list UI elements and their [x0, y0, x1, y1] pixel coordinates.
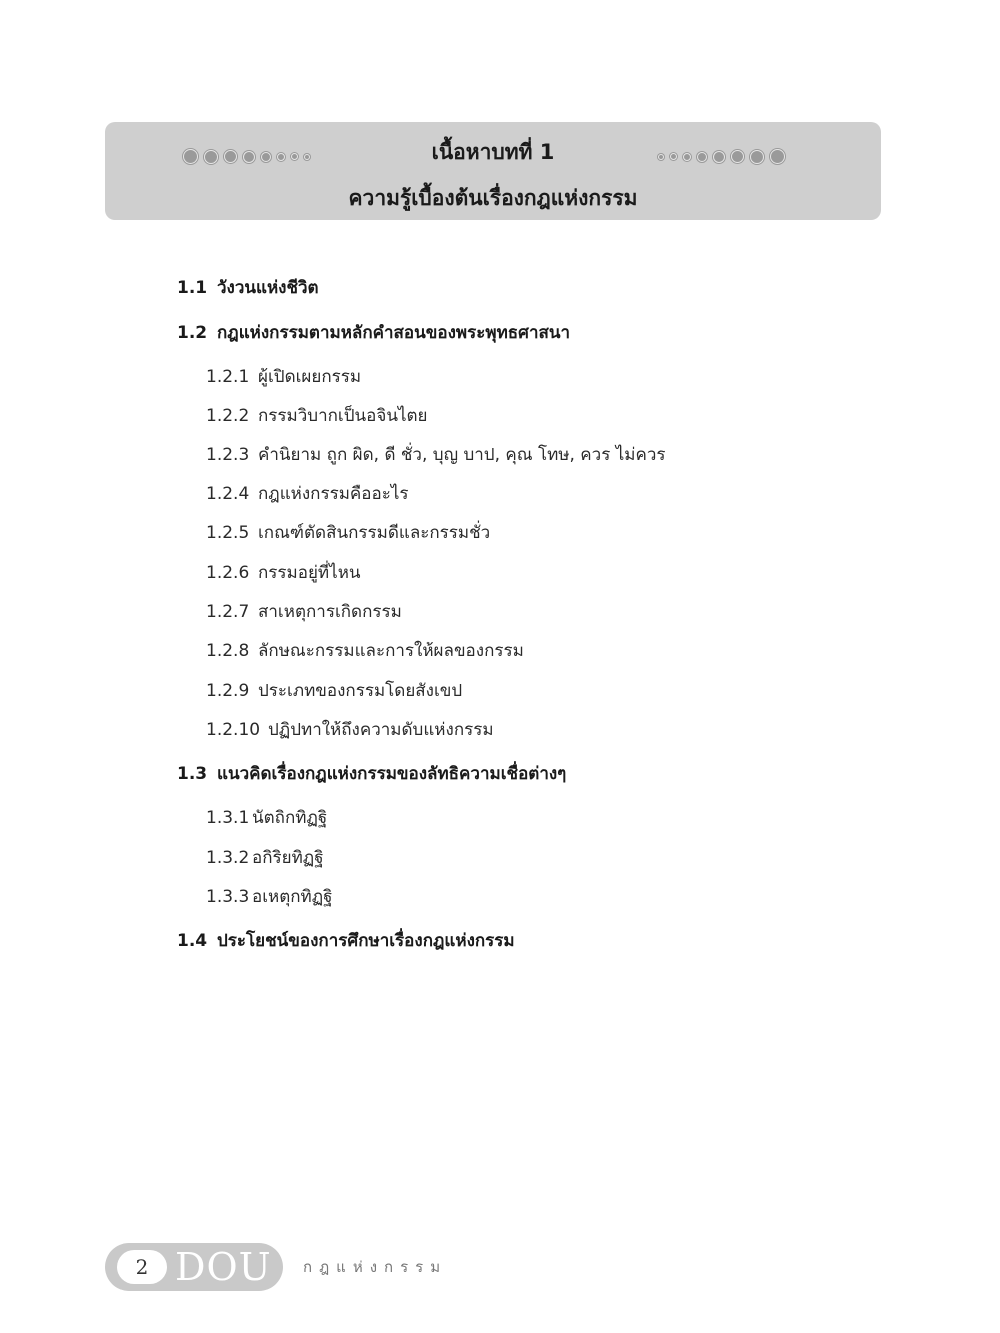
- subsection-item: 1.2.6 กรรมอยู่ที่ไหน: [206, 563, 361, 583]
- subsection-item: 1.2.8 ลักษณะกรรมและการให้ผลของกรรม: [206, 641, 524, 661]
- subsection-item: 1.2.1 ผู้เปิดเผยกรรม: [206, 367, 362, 387]
- dou-logo: DOU: [175, 1245, 272, 1289]
- subsection-item: 1.2.9 ประเภทของกรรมโดยสังเขป: [206, 681, 463, 701]
- running-title: กฎแห่งกรรม: [303, 1258, 448, 1276]
- page-badge: [105, 1243, 283, 1291]
- section-heading: 1.2 กฎแห่งกรรมตามหลักคำสอนของพระพุทธศาสนา: [177, 323, 571, 343]
- subsection-item: 1.2.2 กรรมวิบากเป็นอจินไตย: [206, 406, 428, 426]
- subsection-item: 1.2.5 เกณฑ์ตัดสินกรรมดีและกรรมชั่ว: [206, 523, 491, 543]
- subsection-item: 1.3.3 อเหตุกทิฏฐิ: [206, 887, 333, 907]
- subsection-item: 1.2.7 สาเหตุการเกิดกรรม: [206, 602, 402, 622]
- section-heading: 1.3 แนวคิดเรื่องกฎแห่งกรรมของลัทธิความเชื่อต่างๆ: [177, 764, 567, 784]
- chapter-title: ความรู้เบื้องต้นเรื่องกฎแห่งกรรม: [348, 186, 638, 210]
- subsection-item: 1.2.10 ปฏิปทาให้ถึงความดับแห่งกรรม: [206, 720, 494, 740]
- chapter-label: เนื้อหาบทที่ 1: [431, 140, 555, 164]
- section-heading: 1.1 วังวนแห่งชีวิต: [177, 278, 319, 298]
- subsection-item: 1.2.3 คำนิยาม ถูก ผิด, ดี ชั่ว, บุญ บาป, คุณ โทษ, ควร ไม่ควร: [206, 445, 666, 465]
- decorative-dots-right: [658, 149, 785, 164]
- section-heading: 1.4 ประโยชน์ของการศึกษาเรื่องกฎแห่งกรรม: [177, 931, 515, 951]
- subsection-item: 1.3.2 อกิริยทิฏฐิ: [206, 848, 324, 868]
- subsection-item: 1.3.1 นัตถิกทิฏฐิ: [206, 808, 328, 828]
- page-number: 2: [117, 1250, 167, 1284]
- subsection-item: 1.2.4 กฎแห่งกรรมคืออะไร: [206, 484, 409, 504]
- chapter-header-banner: [105, 122, 881, 220]
